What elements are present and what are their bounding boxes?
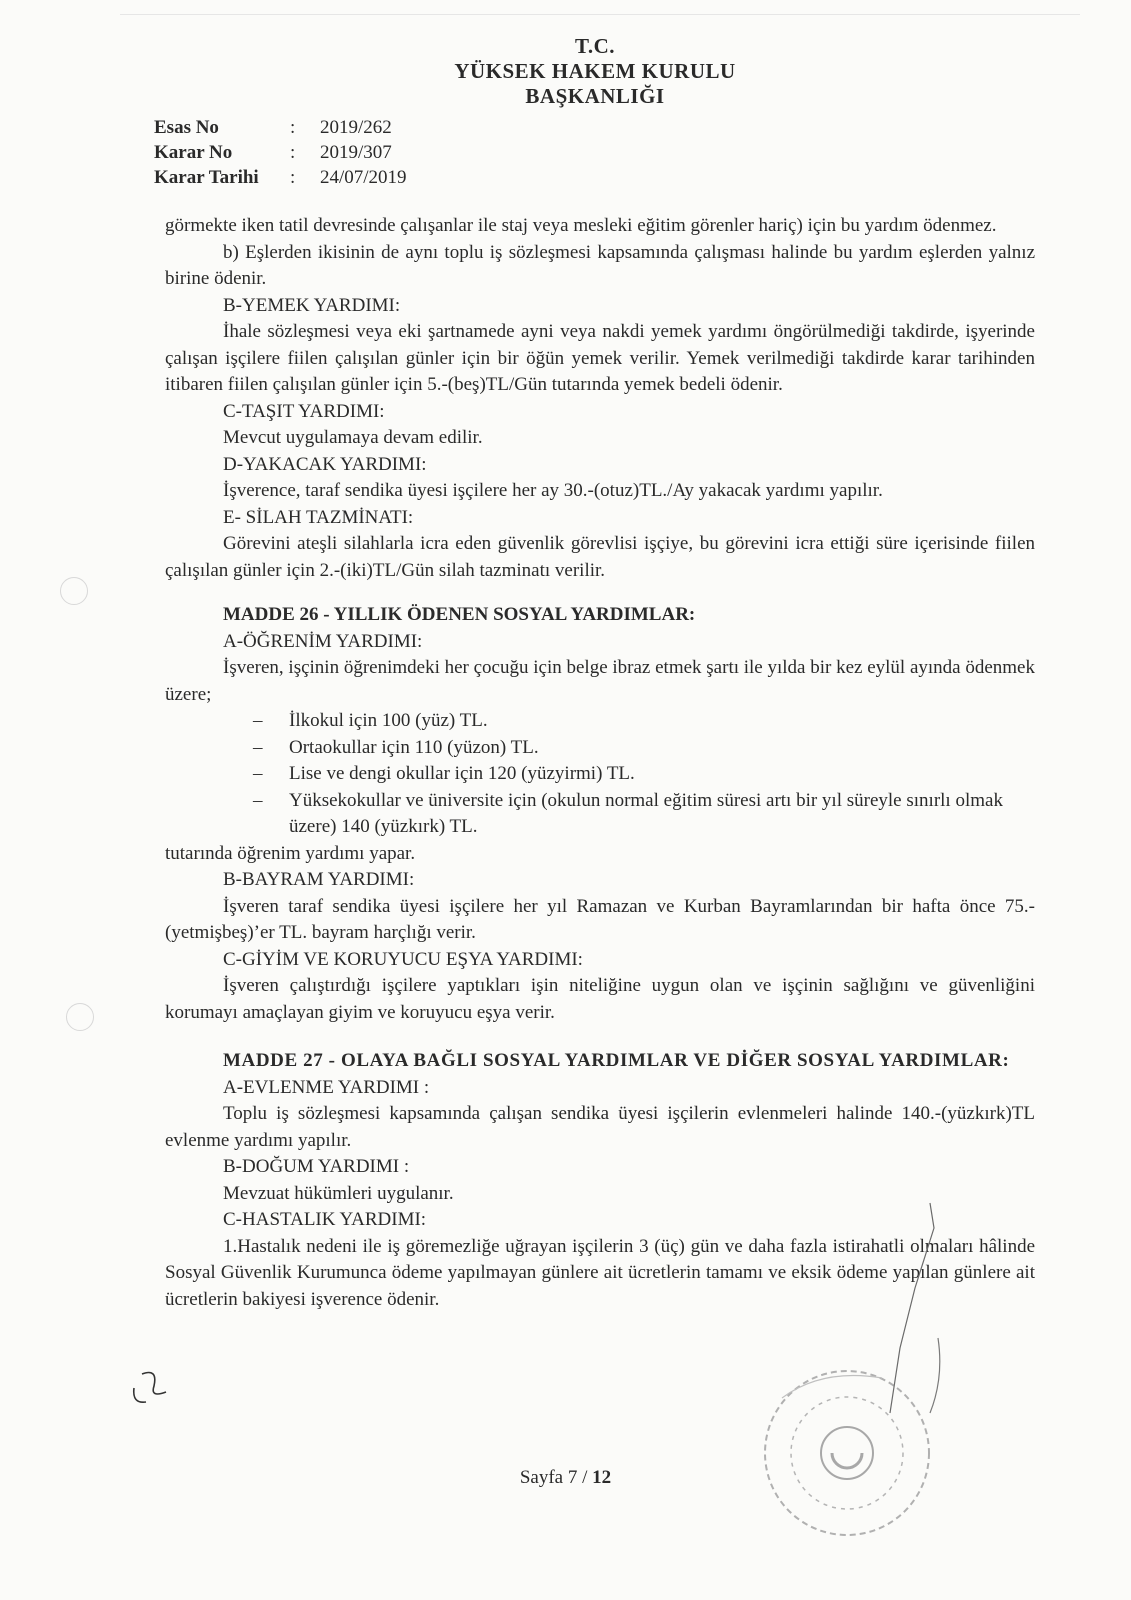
section-heading: B-BAYRAM YARDIMI:: [223, 869, 415, 890]
section-heading: E- SİLAH TAZMİNATI:: [223, 506, 414, 528]
list-item: – Lise ve dengi okullar için 120 (yüzyirmi) TL.: [253, 761, 1035, 788]
section-heading: A-EVLENME YARDIMI :: [223, 1076, 430, 1098]
section-heading: C-HASTALIK YARDIMI:: [223, 1209, 427, 1230]
meta-row-karar: Karar No : 2019/307: [154, 142, 392, 163]
paragraph: Mevzuat hükümleri uygulanır.: [223, 1182, 454, 1204]
punch-hole: [66, 1003, 94, 1031]
paragraph: b) Eşlerden ikisinin de aynı toplu iş sözleşmesi kapsamında çalışması halinde bu yardım eşlerden yalnız birine ödenir.: [165, 241, 1035, 289]
case-metadata: [154, 115, 407, 190]
paragraph: görmekte iken tatil devresinde çalışanlar ile staj veya mesleki eğitim görenler hariç) için bu yardım ödenmez.: [165, 215, 997, 236]
paragraph: İşverence, taraf sendika üyesi işçilere her ay 30.-(otuz)TL./Ay yakacak yardımı yapılır.: [223, 480, 883, 501]
header-institution: YÜKSEK HAKEM KURULU: [454, 59, 736, 83]
section-heading: D-YAKACAK YARDIMI:: [223, 453, 427, 475]
article-title: MADDE 26 - YILLIK ÖDENEN SOSYAL YARDIMLAR:: [223, 604, 696, 625]
paragraph: Mevcut uygulamaya devam edilir.: [223, 427, 483, 448]
meta-value: 24/07/2019: [320, 167, 407, 188]
scan-edge-line: [120, 14, 1080, 15]
meta-value: 2019/262: [320, 117, 392, 138]
paragraph: Toplu iş sözleşmesi kapsamında çalışan sendika üyesi işçilerin evlenmeleri halinde 140.-(yüzkırk)TL evlenme yardımı yapılır.: [165, 1103, 1035, 1151]
initials-mark: [128, 1368, 176, 1408]
paragraph: 1.Hastalık nedeni ile iş göremezliğe uğrayan işçilerin 3 (üç) gün ve daha fazla istirahatli olmaları hâlinde Sosyal Güvenlik Kurumunca ödeme yapılmayan günlere ait ücretlerin tamamı ve eksik ödeme yapılan günlere ait ücretlerin bakiyesi işverence ödenir.: [165, 1235, 1035, 1310]
paragraph: İşveren çalıştırdığı işçilere yaptıkları işin niteliğine uygun olan ve işçinin sağlığını ve güvenliğini korumayı amaçlayan giyim ve koruyucu eşya verir.: [165, 975, 1035, 1023]
list-item: – Yüksekokullar ve üniversite için (okulun normal eğitim süresi artı bir yıl süreyle sınırlı olmak üzere) 140 (yüzkırk) TL.: [253, 788, 1035, 841]
list-item: – Ortaokullar için 110 (yüzon) TL.: [253, 735, 1035, 762]
section-heading: B-DOĞUM YARDIMI :: [223, 1156, 410, 1177]
meta-label: Karar Tarihi: [154, 167, 259, 188]
document-body: [165, 213, 1035, 1313]
meta-row-tarih: Karar Tarihi : 24/07/2019: [154, 167, 407, 188]
section-heading: B-YEMEK YARDIMI:: [223, 294, 401, 316]
paragraph: İhale sözleşmesi veya eki şartnamede ayni veya nakdi yemek yardımı öngörülmediği takdirde, işyerinde çalışan işçilere fiilen çalışılan günler için bir öğün yemek verilir. Yemek verilmediği takdirde karar tarihinden itibaren fiilen çalışılan günler için 5.-(beş)TL/Gün tutarında yemek bedeli ödenir.: [165, 321, 1035, 395]
document-header: [400, 34, 790, 109]
header-tc: T.C.: [574, 34, 616, 58]
signature-stroke: [860, 1198, 950, 1428]
paragraph: Görevini ateşli silahlarla icra eden güvenlik görevlisi işçiye, bu görevini icra ettiği süre içerisinde fiilen çalışılan günler için 2.-(iki)TL/Gün silah tazminatı verilir.: [165, 533, 1035, 581]
section-heading: A-ÖĞRENİM YARDIMI:: [223, 630, 423, 652]
article-title: MADDE 27 - OLAYA BAĞLI SOSYAL YARDIMLAR VE DİĞER SOSYAL YARDIMLAR:: [223, 1050, 1010, 1071]
meta-label: Karar No: [154, 142, 233, 163]
page-total: 12: [592, 1467, 612, 1488]
section-heading: C-TAŞIT YARDIMI:: [223, 400, 385, 422]
list-item: – İlkokul için 100 (yüz) TL.: [253, 708, 1035, 735]
page-number-prefix: Sayfa 7 /: [519, 1467, 593, 1488]
paragraph: tutarında öğrenim yardımı yapar.: [165, 842, 416, 864]
section-heading: C-GİYİM VE KORUYUCU EŞYA YARDIMI:: [223, 948, 583, 970]
meta-label: Esas No: [154, 117, 219, 138]
paragraph: İşveren, işçinin öğrenimdeki her çocuğu için belge ibraz etmek şartı ile yılda bir kez eylül ayında ödenmek üzere;: [165, 657, 1035, 705]
page-footer: [0, 1467, 1131, 1489]
meta-value: 2019/307: [320, 142, 392, 163]
header-department: BAŞKANLIĞI: [525, 84, 665, 108]
punch-hole: [60, 577, 88, 605]
meta-row-esas: Esas No : 2019/262: [154, 117, 392, 138]
amount-list: [253, 708, 1035, 841]
paragraph: İşveren taraf sendika üyesi işçilere her yıl Ramazan ve Kurban Bayramlarından bir hafta önce 75.-(yetmişbeş)’er TL. bayram harçlığı verir.: [165, 895, 1035, 943]
